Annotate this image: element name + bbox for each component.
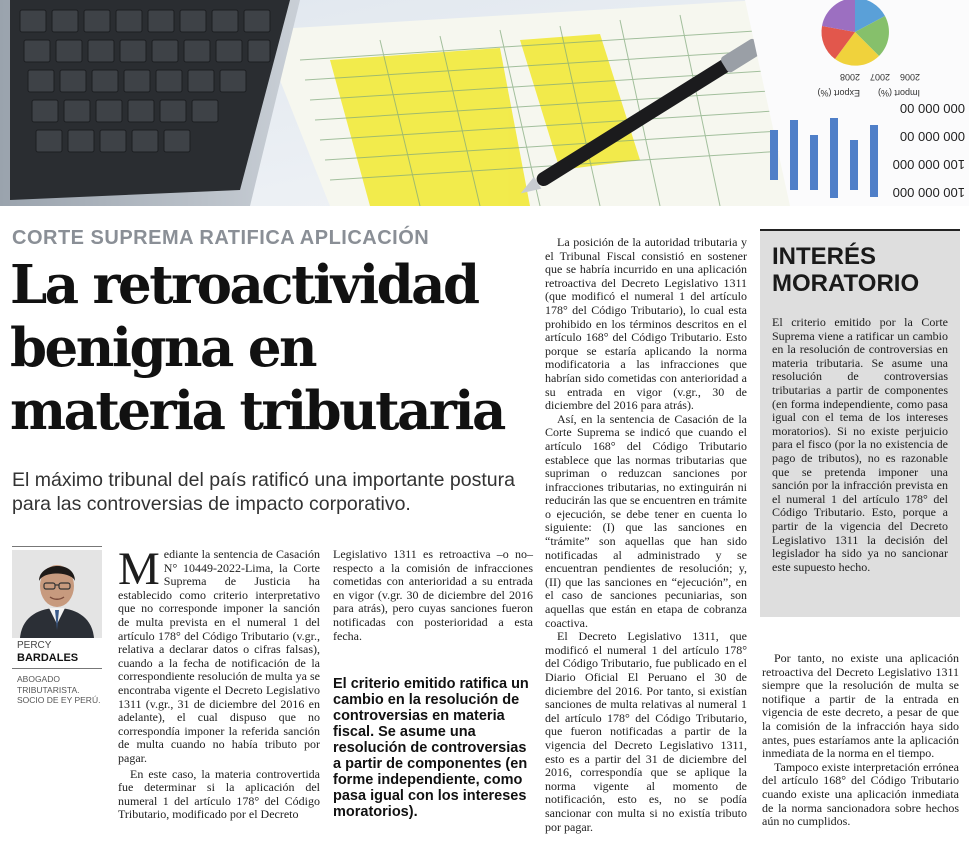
author-role: ABOGADO TRIBUTARISTA. SOCIO DE EY PERÚ.: [17, 674, 101, 705]
body-paragraph: En este caso, la materia controvertida fue determinar si la aplicación del numeral 1 del artículo 178° del Código Tributario, modificado por el Decreto: [118, 766, 320, 822]
spreadsheet-paper: [260, 0, 800, 206]
photo-year-3: 2008: [839, 72, 860, 82]
body-paragraph: La posición de la autoridad tributaria y el Tribunal Fiscal consistió en sostener que se habría incurrido en una aplicación retroactiva del Decreto Legislativo 1311 (que modificó el numeral 1 del artículo 178° del Código Tributario), lo cual esta prohibido en los términos descritos en el artículo 168° del Código Tributario. Esto porque se estaría aplicando la norma modificatoria a las infracciones que habrían sido cometidas con anterioridad a su entrada en vigor (v.gr., 30 de diciembre del 2016 para atrás).: [545, 235, 747, 413]
body-paragraph: [118, 543, 320, 766]
headline-line-1: La retroactividad: [10, 254, 478, 316]
author-name: [17, 640, 107, 664]
photo-axis-1: 100 000 000: [892, 185, 965, 200]
laptop-spreadsheet-photo: [0, 0, 969, 206]
header-photo: [0, 0, 969, 206]
headline-line-3: materia tributaria: [10, 380, 504, 442]
author-divider-top: [12, 546, 102, 547]
photo-axis-4: 000 000 00: [899, 101, 965, 116]
pie-chart-photo: [821, 0, 888, 66]
author-photo: [12, 550, 102, 638]
headline-line-2: benigna en: [10, 317, 316, 379]
author-last-name: BARDALES: [17, 652, 79, 664]
body-paragraph: Legislativo 1311 es retroactiva –o no– respecto a la comisión de infracciones cometidas con anterioridad a su entrada en vigor (v.gr. 30 de diciembre del 2016 para atrás), pero cuyas sanciones fueron notificadas con posterioridad a esta fecha.: [333, 547, 533, 643]
body-paragraph: Por tanto, no existe una aplicación retroactiva del Decreto Legislativo 1311 siempre que la resolución de multa se notifique a partir de la entrada en vigencia de este decreto, a pesar de que la comisión de la infracción haya sido antes, pues estaríamos ante la aplicación inmediata de la norma en el tiempo.: [762, 651, 959, 761]
article-kicker: CORTE SUPREMA RATIFICA APLICACIÓN: [12, 227, 430, 249]
photo-legend-export: Export (%): [817, 88, 860, 98]
pull-quote: El criterio emitido ratifica un cambio en la resolución de controversias en materia fiscal. Se asume una resolución de controversias a partir de componentes (en forme independiente, como pasa igual con los intereses moratorios).: [333, 676, 529, 820]
body-paragraph: Así, en la sentencia de Casación de la Corte Suprema se indicó que cuando el artículo 168° del Código Tributario establece que las normas tributarias que supriman o reduzcan sanciones por infracciones tributarias, no extinguirán ni reducirán las que se encuentren en trámite o ejecución, se debe tener en cuenta lo siguiente: (I) que las sanciones en “trámite” son aquellas que han sido notificadas al administrado y se encuentran pendientes de resolución; y, (II) que las sanciones en “ejecución”, en el caso de sanciones pecuniarias, son aquellas que están en etapa de cobranza coactiva.: [545, 411, 747, 630]
sidebar-body: El criterio emitido por la Corte Suprema viene a ratificar un cambio en la resolución de controversias en materia tributaria. Se asume una resolución de controversias tributarias a partir de componentes (en forma independiente, como pasa igual con el tema de los intereses moratorios). Si no existe perjuicio para el fisco (por la no existencia de pago de tributos), no es razonable que se pretenda imponer una sanción por la infracción prevista en el numeral 1 del artículo 178° del Código Tributario. Esto, porque a partir de la vigencia del Decreto Legislativo 1311 la decisión del legislador ha sido ya no sancionar este supuesto hecho.: [772, 315, 948, 574]
photo-legend-import: Import (%): [877, 88, 920, 98]
photo-year-1: 2006: [899, 72, 920, 82]
body-text: ediante la sentencia de Casación N° 10449-2022-Lima, la Corte Suprema de Justicia ha establecido como criterio interpretativo que no corresponde imponer la sanción de multa prevista en el numeral 1 del artículo 178° del Código Tributario (v.gr., relativa a declarar datos o cifras falsas), cuando a la fecha de notificación de la correspondiente resolución de multa ya se encontraba vigente el Decreto Legislativo 1311 (v.gr., 31 de diciembre del 2016 en adelante), el cual dispuso que no correspondía imponer la referida sanción de multa cuando no había tributo por pagar.: [118, 547, 320, 765]
sidebar-title: INTERÉS MORATORIO: [772, 243, 920, 297]
photo-axis-3: 000 000 00: [899, 129, 965, 144]
photo-axis-2: 100 000 000: [892, 157, 965, 172]
author-divider-bottom: [12, 668, 102, 669]
body-paragraph: Tampoco existe interpretación errónea del artículo 168° del Código Tributario cuando existe una aplicación inmediata de la norma sancionadora sobre hechos aún no cumplidos.: [762, 759, 959, 829]
sidebar-box: [760, 229, 960, 617]
article-headline: [10, 254, 550, 443]
author-portrait: [12, 550, 102, 638]
drop-cap: M: [118, 543, 160, 595]
article-deck: El máximo tribunal del país ratificó una importante postura para las controversias de impacto corporativo.: [12, 469, 515, 515]
body-column-3: [545, 236, 747, 834]
photo-year-2: 2007: [869, 72, 890, 82]
body-paragraph: El Decreto Legislativo 1311, que modificó el numeral 1 del artículo 178° del Código Tributario, fue publicado en el Diario Oficial El Peruano el 30 de diciembre del 2016. Por tanto, si existían sanciones de multa relativas al numeral 1 del artículo 178° del Código Tributario, que fueron notificadas a partir de la vigencia del Decreto Legislativo 1311, esto es a partir del 31 de diciembre del 2016, correspondía que se aplique la norma vigente al momento de notificación, esto es, no se podía sancionar con multa si no existía tributo por pagar.: [545, 629, 747, 834]
body-column-2: [333, 548, 533, 643]
body-column-4: [762, 652, 959, 829]
author-first-name: PERCY: [17, 640, 52, 651]
body-column-1: [118, 543, 320, 822]
